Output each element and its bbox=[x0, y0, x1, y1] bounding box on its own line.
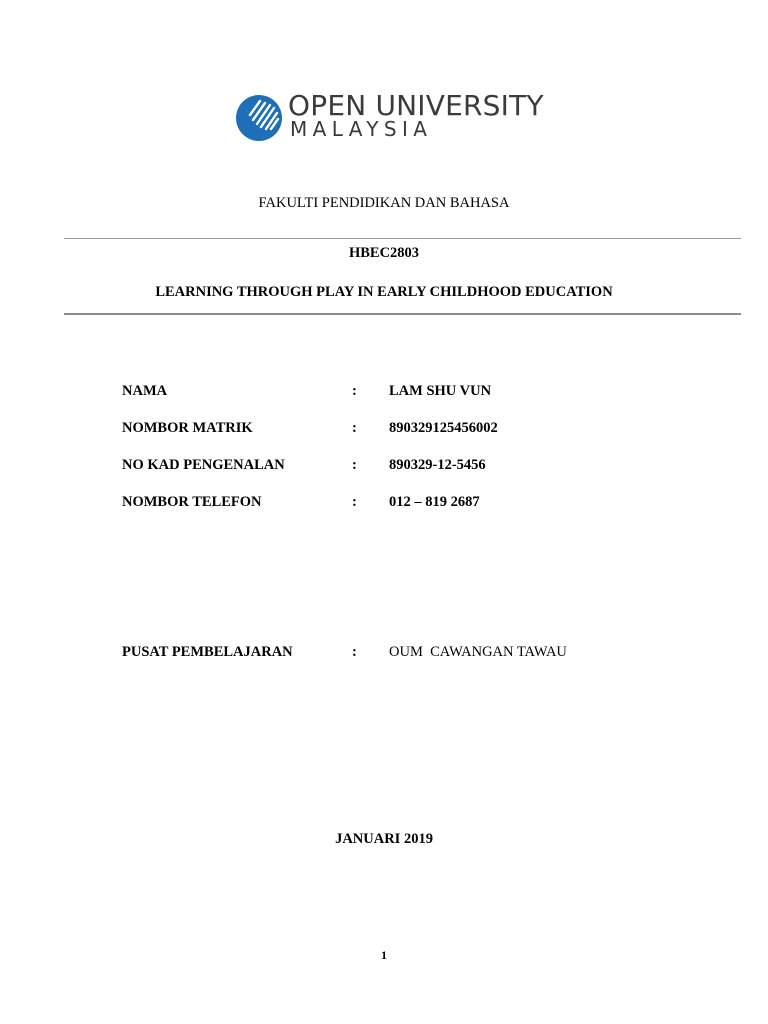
logo-text-country: MALAYSIA bbox=[290, 117, 433, 141]
detail-value: 012 – 819 2687 bbox=[389, 494, 480, 510]
detail-row-name bbox=[0, 383, 768, 403]
detail-row-matric bbox=[0, 420, 768, 440]
detail-separator: : bbox=[352, 420, 357, 436]
detail-label: NOMBOR MATRIK bbox=[122, 420, 253, 436]
detail-value: 890329-12-5456 bbox=[389, 457, 486, 473]
logo-text-university: OPEN UNIVERSITY bbox=[288, 89, 544, 122]
course-code: HBEC2803 bbox=[348, 245, 420, 261]
detail-value: LAM SHU VUN bbox=[389, 383, 492, 399]
submission-date: JANUARI 2019 bbox=[335, 831, 433, 847]
detail-label: NAMA bbox=[122, 383, 168, 399]
divider-bottom bbox=[64, 313, 741, 315]
detail-label: PUSAT PEMBELAJARAN bbox=[122, 644, 293, 660]
university-logo bbox=[236, 89, 556, 143]
detail-value: 890329125456002 bbox=[389, 420, 498, 436]
detail-label: NOMBOR TELEFON bbox=[122, 494, 262, 510]
detail-row-ic bbox=[0, 457, 768, 477]
course-title: LEARNING THROUGH PLAY IN EARLY CHILDHOOD EDUCATION bbox=[155, 284, 613, 300]
detail-separator: : bbox=[352, 457, 357, 473]
detail-row-learning-center bbox=[0, 644, 768, 664]
detail-separator: : bbox=[352, 644, 357, 660]
page-number: 1 bbox=[381, 948, 387, 962]
faculty-name: FAKULTI PENDIDIKAN DAN BAHASA bbox=[258, 195, 510, 211]
detail-label: NO KAD PENGENALAN bbox=[122, 457, 285, 473]
detail-value: OUM CAWANGAN TAWAU bbox=[389, 644, 567, 660]
detail-separator: : bbox=[352, 383, 357, 399]
oum-logo-icon bbox=[236, 95, 282, 141]
detail-separator: : bbox=[352, 494, 357, 510]
divider-top bbox=[64, 238, 741, 239]
detail-row-phone bbox=[0, 494, 768, 514]
